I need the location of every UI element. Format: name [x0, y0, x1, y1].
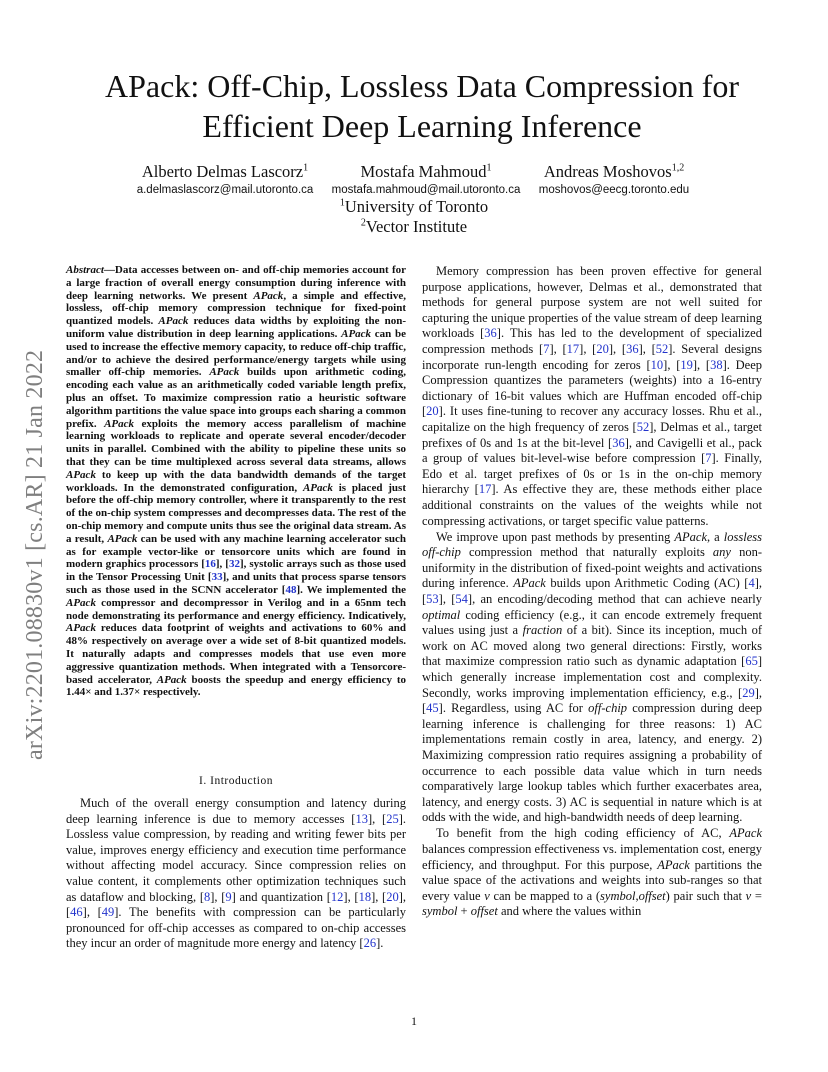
citation-link[interactable]: 45	[426, 701, 439, 716]
citation-link[interactable]: 29	[742, 685, 755, 700]
author-email: a.delmaslascorz@mail.utoronto.ca	[136, 184, 314, 196]
author-name: Alberto Delmas Lascorz$^1$	[141, 162, 309, 181]
citation-link[interactable]: 25	[386, 811, 399, 826]
author-3	[532, 162, 696, 198]
citation-link[interactable]: 20	[596, 341, 609, 356]
citation-link[interactable]: 33	[211, 571, 223, 584]
citation-link[interactable]: 16	[204, 558, 216, 571]
citation-link[interactable]: 54	[455, 591, 468, 606]
introduction-paragraph: Much of the overall energy consumption and latency during deep learning inference is due to memory accesses [13], [25]. Lossless value compression, by reading and writing fewer bits per value, improves energy efficiency and execution time performance without affecting model accuracy. Since compression relies on value content, it complements other optimization techniques such as dataflow and blocking, [8], [9] and quantization [12], [18], [20], [46], [49]. The benefits with compression can be particularly pronounced for off-chip accesses as compared to on-chip accesses they incur an order of magnitude more energy and latency [26].	[66, 796, 407, 951]
author-1	[130, 162, 320, 198]
citation-link[interactable]: 52	[655, 341, 669, 356]
author-2	[325, 162, 527, 198]
citation-link[interactable]: 53	[426, 591, 439, 606]
abstract-label: Abstract	[66, 264, 104, 276]
body-paragraph: To benefit from the high coding efficiency of AC, APack balances compression effectiveness vs. implementation cost, energy efficiency, and throughput. For this purpose, APack partitions the value space of the activations and weights into sub-ranges so that every value v can be mapped to a (symbol,offset) pair such that v = symbol + offset and where the values within	[422, 826, 762, 919]
right-column	[422, 264, 762, 920]
body-paragraph: We improve upon past methods by presenting APack, a lossless off-chip compression method that naturally exploits any non-uniformity in the distribution of fixed-point weights and activations during inference. APack builds upon Arithmetic Coding (AC) [4], [53], [54], an encoding/decoding method that can achieve nearly optimal coding efficiency (e.g., it can encode extremely frequent values using just a fraction of a bit). Since its inception, much of work on AC moved along two general directions: Firstly, works that maximize compression ratio such as dynamic adaptation [65] which generally increase implementation cost and complexity. Secondly, works improving implementation efficiency, e.g., [29], [45]. Regardless, using AC for off-chip compression during deep learning inference is challenging for three reasons: 1) AC implementations remain costly in area, latency, and energy. 2) Maximizing compression ratio requires assigning a probability of occurrence to each possible data value which in turn needs comparatively large lookup tables which further exacerbates area, latency, and energy costs. 3) AC is sequential in nature which is at odds with the wide, and high-bandwidth needs of deep learning.	[422, 529, 762, 825]
citation-link[interactable]: 20	[386, 889, 399, 904]
body-paragraph: Memory compression has been proven effective for general purpose applications, however, Delmas et al., demonstrated that methods for general purpose system are not well suited for capturing the unique properties of the value stream of deep learning workloads [36]. This has led to the development of specialized compression methods [7], [17], [20], [36], [52]. Several designs incorporate run-length encoding for zeros [10], [19], [38]. Deep Compression quantizes the parameters (weights) into a 16-entry dictionary of 16-bit values which are Huffman encoded off-chip [20]. It uses fine-tuning to recover any accuracy losses. Rhu et al., capitalize on the high frequency of zeros [52], Delmas et al., target prefixes of 0s and 1s at the bit-level [36], and Cavigelli et al., pack a group of values bit-level-wise before compression [7]. Finally, Edo et al. target prefixes of 0s or 1s in the on-chip memory hierarchy [17]. As effective they are, these methods either place additional constraints on the values of the weights while not compressing activations, or target specific value patterns.	[422, 264, 763, 528]
citation-link[interactable]: 38	[710, 357, 723, 372]
citation-link[interactable]: 36	[484, 326, 497, 341]
page-number: 1	[411, 1014, 417, 1028]
author-email: moshovos@eecg.toronto.edu	[538, 184, 690, 196]
affiliation-2: $^2$Vector Institute	[360, 217, 468, 236]
affiliation-1: $^1$University of Toronto	[339, 197, 489, 216]
author-name: Andreas Moshovos$^{1,2}$	[543, 162, 685, 181]
citation-link[interactable]: 17	[478, 482, 492, 497]
citation-link[interactable]: 48	[285, 583, 297, 596]
citation-link[interactable]: 13	[355, 811, 368, 826]
citation-link[interactable]: 17	[566, 341, 580, 356]
citation-link[interactable]: 65	[745, 654, 758, 669]
citation-link[interactable]: 7	[705, 451, 712, 466]
citation-link[interactable]: 19	[680, 357, 693, 372]
citation-link[interactable]: 26	[363, 936, 377, 951]
abstract: Abstract—Data accesses between on- and off-chip memories account for a large fraction of overall energy consumption during inference with deep learning networks. We present APack, a simple and effective, lossless, off-chip memory compression technique for fixed-point quantized models. APack reduces data widths by exploiting the non-uniform value distribution in deep learning applications. APack can be used to increase the effective memory capacity, to reduce off-chip traffic, and/or to achieve the desired performance/energy targets while using smaller off-chip memories. APack builds upon arithmetic coding, encoding each value as an arithmetically coded variable length prefix, plus an offset. To maximize compression ratio a heuristic software algorithm partitions the value space into groups each sharing a common prefix. APack exploits the memory access parallelism of machine learning workloads to replicate and operate several encoder/decoder units in parallel. Combined with the ability to pipeline these units so that they can be time multiplexed across several data streams, allows APack to keep up with the data bandwidth demands of the target workloads. In the demonstrated configuration, APack is placed just before the off-chip memory controller, where it transparently to the rest of the on-chip system compresses and decompresses data. The rest of the on-chip memory and compute units thus see the original data stream. As a result, APack can be used with any machine learning accelerator such as for example vector-like or tensorcore units which are found in modern graphics processors [16], [32], systolic arrays such as those used in the Tensor Processing Unit [33], and units that process sparse tensors such as those used in the SCNN accelerator [48]. We implemented the APack compressor and decompressor in Verilog and in a 65nm tech node demonstrating its performance and energy efficiency. Indicatively, APack reduces data footprint of weights and activations to 60% and 48% respectively on average over a wide set of 8-bit quantized models. It naturally adapts and compresses models that use even more aggressive quantization methods. When integrated with a Tensorcore-based accelerator, APack boosts the speedup and energy efficiency to 1.44× and 1.37× respectively.	[66, 264, 407, 699]
citation-link[interactable]: 36	[612, 435, 625, 450]
author-email: mostafa.mahmoud@mail.utoronto.ca	[331, 184, 521, 196]
citation-link[interactable]: 32	[228, 558, 240, 571]
citation-link[interactable]: 4	[748, 576, 755, 591]
citation-link[interactable]: 7	[543, 341, 550, 356]
author-name: Mostafa Mahmoud$^1$	[360, 162, 492, 181]
citation-link[interactable]: 10	[650, 357, 664, 372]
paper-title: APack: Off-Chip, Lossless Data Compression for Efficient Deep Learning Inference	[105, 68, 739, 144]
citation-link[interactable]: 46	[70, 905, 83, 920]
citation-link[interactable]: 8	[204, 889, 211, 904]
citation-link[interactable]: 49	[101, 905, 115, 920]
citation-link[interactable]: 20	[426, 404, 439, 419]
citation-link[interactable]: 9	[225, 889, 232, 904]
arxiv-identifier: arXiv:2201.08830v1 [cs.AR] 21 Jan 2022	[22, 349, 48, 760]
section-heading: I. Introduction	[199, 775, 273, 787]
citation-link[interactable]: 52	[636, 419, 650, 434]
citation-link[interactable]: 18	[358, 889, 372, 904]
citation-link[interactable]: 36	[626, 341, 639, 356]
citation-link[interactable]: 12	[330, 889, 344, 904]
